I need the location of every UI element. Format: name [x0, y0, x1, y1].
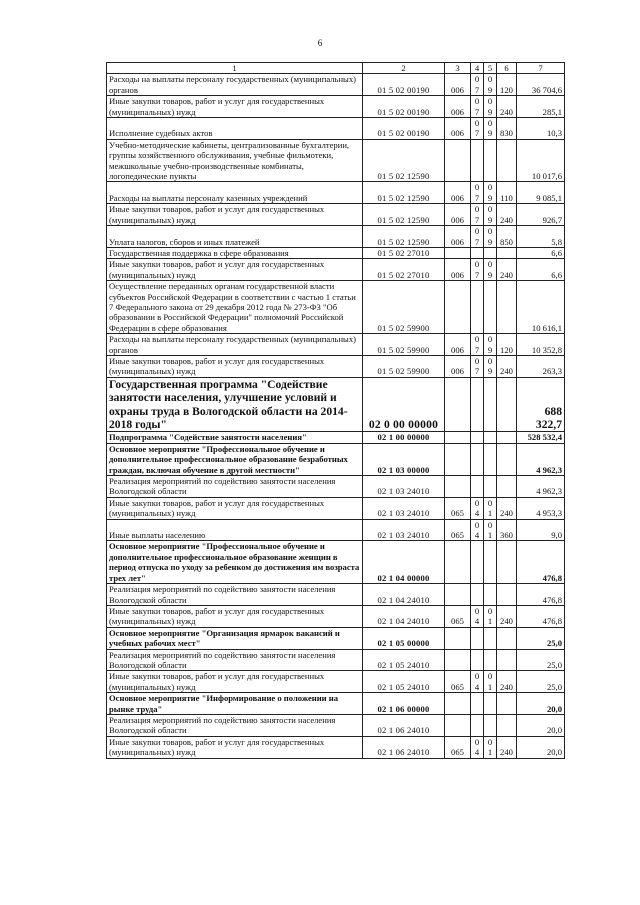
row-vr [497, 693, 517, 715]
row-name: Иные закупки товаров, работ и услуг для государственных (муниципальных) нужд [107, 497, 363, 519]
row-vr: 240 [497, 96, 517, 118]
table-row [107, 627, 565, 649]
row-ved: 006 [445, 74, 471, 96]
row-rz [471, 584, 484, 606]
row-sum: 285,1 [517, 96, 565, 118]
row-code: 02 0 00 00000 [363, 377, 445, 432]
table-row [107, 96, 565, 118]
row-vr: 850 [497, 226, 517, 248]
row-pr: 09 [484, 355, 497, 377]
row-sum: 10 352,8 [517, 334, 565, 356]
table-row [107, 118, 565, 140]
header-cell: 2 [363, 63, 445, 74]
table-row [107, 476, 565, 498]
row-vr [497, 476, 517, 498]
table-row [107, 519, 565, 541]
row-code: 02 1 03 00000 [363, 443, 445, 475]
row-sum: 5,8 [517, 226, 565, 248]
row-ved: 065 [445, 605, 471, 627]
row-vr: 240 [497, 355, 517, 377]
table-row [107, 247, 565, 258]
row-ved [445, 443, 471, 475]
row-ved [445, 476, 471, 498]
row-code: 02 1 05 24010 [363, 671, 445, 693]
row-sum: 20,0 [517, 714, 565, 736]
row-sum: 10,3 [517, 118, 565, 140]
row-vr: 240 [497, 736, 517, 758]
row-code: 02 1 03 24010 [363, 476, 445, 498]
row-code: 02 1 03 24010 [363, 519, 445, 541]
row-pr: 01 [484, 519, 497, 541]
row-sum: 926,7 [517, 204, 565, 226]
row-name: Иные закупки товаров, работ и услуг для государственных (муниципальных) нужд [107, 671, 363, 693]
row-name: Иные закупки товаров, работ и услуг для государственных (муниципальных) нужд [107, 736, 363, 758]
row-name: Основное мероприятие "Профессиональное обучение и дополнительное профессиональное образование женщин в период отпуска по уходу за ребенком до достижения им возраста трех лет" [107, 541, 363, 584]
row-name: Реализация мероприятий по содействию занятости населения Вологодской области [107, 584, 363, 606]
row-name: Учебно-методические кабинеты, централизованные бухгалтерии, группы хозяйственного обслуживания, учебные фильмотеки, межшкольные учебно-производственные комбинаты, логопедические пункты [107, 139, 363, 182]
row-ved: 006 [445, 204, 471, 226]
row-code: 01 5 02 27010 [363, 259, 445, 281]
row-vr [497, 281, 517, 334]
row-rz: 07 [471, 355, 484, 377]
row-sum: 4 962,3 [517, 443, 565, 475]
row-pr [484, 443, 497, 475]
row-code: 02 1 03 24010 [363, 497, 445, 519]
row-pr [484, 649, 497, 671]
row-rz [471, 247, 484, 258]
row-vr [497, 627, 517, 649]
row-pr: 09 [484, 74, 497, 96]
row-rz: 07 [471, 226, 484, 248]
row-rz: 07 [471, 182, 484, 204]
page-number: 6 [317, 38, 323, 48]
table-row [107, 649, 565, 671]
row-code: 01 5 02 00190 [363, 96, 445, 118]
row-pr [484, 247, 497, 258]
row-ved [445, 584, 471, 606]
row-pr: 09 [484, 259, 497, 281]
row-ved: 006 [445, 355, 471, 377]
row-rz: 04 [471, 605, 484, 627]
row-ved [445, 281, 471, 334]
budget-table [106, 62, 565, 759]
row-code: 02 1 04 24010 [363, 584, 445, 606]
row-code: 02 1 05 24010 [363, 649, 445, 671]
row-sum: 10 616,1 [517, 281, 565, 334]
row-pr: 09 [484, 334, 497, 356]
row-code: 02 1 04 00000 [363, 541, 445, 584]
row-rz: 04 [471, 497, 484, 519]
row-rz [471, 714, 484, 736]
row-ved [445, 139, 471, 182]
row-code: 01 5 02 00190 [363, 74, 445, 96]
row-sum: 476,8 [517, 584, 565, 606]
row-name: Осуществление переданных органам государственной власти субъектов Российской Федерации в соответствии с частью 1 статьи 7 Федерального закона от 29 декабря 2012 года № 273-ФЗ "Об образовании в Российской Федерации" полномочий Российской Федерации в сфере образования [107, 281, 363, 334]
row-sum: 4 953,3 [517, 497, 565, 519]
row-vr [497, 247, 517, 258]
row-sum: 20,0 [517, 693, 565, 715]
table-row [107, 736, 565, 758]
row-rz: 04 [471, 519, 484, 541]
row-rz [471, 377, 484, 432]
row-pr: 09 [484, 204, 497, 226]
row-name: Расходы на выплаты персоналу государственных (муниципальных) органов [107, 334, 363, 356]
row-vr: 830 [497, 118, 517, 140]
row-rz [471, 476, 484, 498]
row-code: 02 1 06 24010 [363, 714, 445, 736]
row-code: 01 5 02 12590 [363, 182, 445, 204]
table-row [107, 259, 565, 281]
row-sum: 688 322,7 [517, 377, 565, 432]
row-ved: 006 [445, 226, 471, 248]
row-sum: 4 962,3 [517, 476, 565, 498]
table-row [107, 541, 565, 584]
row-vr [497, 443, 517, 475]
header-cell: 7 [517, 63, 565, 74]
row-ved: 006 [445, 334, 471, 356]
table-row [107, 671, 565, 693]
row-rz [471, 541, 484, 584]
row-name: Исполнение судебных актов [107, 118, 363, 140]
row-code: 02 1 00 00000 [363, 432, 445, 443]
table-row [107, 432, 565, 443]
row-rz: 07 [471, 204, 484, 226]
row-code: 01 5 02 27010 [363, 247, 445, 258]
row-name: Реализация мероприятий по содействию занятости населения Вологодской области [107, 649, 363, 671]
row-code: 01 5 02 12590 [363, 204, 445, 226]
row-pr: 09 [484, 96, 497, 118]
row-name: Иные выплаты населению [107, 519, 363, 541]
row-code: 01 5 02 12590 [363, 226, 445, 248]
header-cell: 3 [445, 63, 471, 74]
table-row [107, 443, 565, 475]
row-name: Основное мероприятие "Профессиональное обучение и дополнительное профессиональное образование безработных граждан, включая обучение в другой местности" [107, 443, 363, 475]
table-row [107, 714, 565, 736]
row-vr [497, 649, 517, 671]
row-rz [471, 627, 484, 649]
row-name: Иные закупки товаров, работ и услуг для государственных (муниципальных) нужд [107, 259, 363, 281]
row-vr: 120 [497, 334, 517, 356]
row-ved: 065 [445, 497, 471, 519]
table-row [107, 204, 565, 226]
header-row [107, 63, 565, 74]
table-row [107, 182, 565, 204]
row-ved: 006 [445, 259, 471, 281]
row-sum: 528 532,4 [517, 432, 565, 443]
row-rz [471, 693, 484, 715]
row-sum: 263,3 [517, 355, 565, 377]
header-cell: 4 [471, 63, 484, 74]
row-vr: 110 [497, 182, 517, 204]
row-vr [497, 584, 517, 606]
header-cell: 5 [484, 63, 497, 74]
row-sum: 25,0 [517, 671, 565, 693]
table-row [107, 334, 565, 356]
row-rz: 04 [471, 671, 484, 693]
row-vr [497, 432, 517, 443]
table-row [107, 281, 565, 334]
row-sum: 476,8 [517, 541, 565, 584]
table-row [107, 74, 565, 96]
row-rz: 04 [471, 736, 484, 758]
row-pr [484, 476, 497, 498]
row-pr [484, 432, 497, 443]
table-body [107, 74, 565, 758]
row-name: Иные закупки товаров, работ и услуг для государственных (муниципальных) нужд [107, 96, 363, 118]
row-vr [497, 714, 517, 736]
table-row [107, 605, 565, 627]
table-row [107, 497, 565, 519]
row-name: Государственная поддержка в сфере образования [107, 247, 363, 258]
row-name: Подпрограмма "Содействие занятости населения" [107, 432, 363, 443]
row-ved [445, 627, 471, 649]
row-ved: 006 [445, 96, 471, 118]
table-row [107, 584, 565, 606]
row-ved [445, 247, 471, 258]
row-sum: 9 085,1 [517, 182, 565, 204]
row-code: 01 5 02 59900 [363, 355, 445, 377]
row-name: Реализация мероприятий по содействию занятости населения Вологодской области [107, 476, 363, 498]
row-pr: 09 [484, 226, 497, 248]
header-cell: 1 [107, 63, 363, 74]
row-code: 02 1 06 00000 [363, 693, 445, 715]
row-ved [445, 649, 471, 671]
row-pr: 09 [484, 118, 497, 140]
row-pr [484, 627, 497, 649]
row-rz: 07 [471, 118, 484, 140]
header-cell: 6 [497, 63, 517, 74]
row-code: 01 5 02 59900 [363, 334, 445, 356]
row-name: Иные закупки товаров, работ и услуг для государственных (муниципальных) нужд [107, 204, 363, 226]
row-vr: 120 [497, 74, 517, 96]
table-row [107, 226, 565, 248]
row-code: 02 1 04 24010 [363, 605, 445, 627]
row-code: 01 5 02 59900 [363, 281, 445, 334]
row-pr [484, 714, 497, 736]
row-pr [484, 281, 497, 334]
table-row [107, 377, 565, 432]
row-vr: 240 [497, 671, 517, 693]
row-vr: 240 [497, 204, 517, 226]
row-name: Реализация мероприятий по содействию занятости населения Вологодской области [107, 714, 363, 736]
row-code: 02 1 06 24010 [363, 736, 445, 758]
row-vr [497, 139, 517, 182]
row-rz [471, 443, 484, 475]
row-vr: 240 [497, 497, 517, 519]
table-row [107, 355, 565, 377]
row-pr [484, 584, 497, 606]
row-pr [484, 377, 497, 432]
row-ved [445, 714, 471, 736]
row-pr: 01 [484, 605, 497, 627]
table-row [107, 139, 565, 182]
row-sum: 25,0 [517, 649, 565, 671]
row-vr: 240 [497, 605, 517, 627]
row-pr [484, 139, 497, 182]
row-rz [471, 139, 484, 182]
row-ved [445, 541, 471, 584]
row-rz [471, 649, 484, 671]
row-sum: 9,0 [517, 519, 565, 541]
row-code: 01 5 02 00190 [363, 118, 445, 140]
row-vr [497, 377, 517, 432]
row-rz [471, 281, 484, 334]
row-pr: 01 [484, 497, 497, 519]
row-rz: 07 [471, 96, 484, 118]
row-sum: 6,6 [517, 259, 565, 281]
row-ved: 065 [445, 736, 471, 758]
row-rz: 07 [471, 334, 484, 356]
row-pr [484, 541, 497, 584]
row-rz: 07 [471, 74, 484, 96]
row-ved: 065 [445, 671, 471, 693]
row-sum: 20,0 [517, 736, 565, 758]
row-rz: 07 [471, 259, 484, 281]
row-sum: 6,6 [517, 247, 565, 258]
row-sum: 25,0 [517, 627, 565, 649]
row-name: Иные закупки товаров, работ и услуг для государственных (муниципальных) нужд [107, 355, 363, 377]
row-ved [445, 377, 471, 432]
row-vr: 240 [497, 259, 517, 281]
row-name: Государственная программа "Содействие занятости населения, улучшение условий и охраны труда в Вологодской области на 2014-2018 годы" [107, 377, 363, 432]
row-ved: 065 [445, 519, 471, 541]
row-name: Основное мероприятие "Информирование о положении на рынке труда" [107, 693, 363, 715]
row-vr: 360 [497, 519, 517, 541]
row-name: Уплата налогов, сборов и иных платежей [107, 226, 363, 248]
row-code: 01 5 02 12590 [363, 139, 445, 182]
row-ved: 006 [445, 118, 471, 140]
row-ved: 006 [445, 182, 471, 204]
row-sum: 36 704,6 [517, 74, 565, 96]
row-code: 02 1 05 00000 [363, 627, 445, 649]
row-name: Расходы на выплаты персоналу государственных (муниципальных) органов [107, 74, 363, 96]
row-sum: 476,8 [517, 605, 565, 627]
row-pr: 09 [484, 182, 497, 204]
row-vr [497, 541, 517, 584]
row-name: Расходы на выплаты персоналу казенных учреждений [107, 182, 363, 204]
row-rz [471, 432, 484, 443]
row-ved [445, 432, 471, 443]
row-ved [445, 693, 471, 715]
row-name: Основное мероприятие "Организация ярмарок вакансий и учебных рабочих мест" [107, 627, 363, 649]
row-sum: 10 017,6 [517, 139, 565, 182]
row-pr: 01 [484, 736, 497, 758]
row-pr [484, 693, 497, 715]
table-row [107, 693, 565, 715]
row-pr: 01 [484, 671, 497, 693]
row-name: Иные закупки товаров, работ и услуг для государственных (муниципальных) нужд [107, 605, 363, 627]
